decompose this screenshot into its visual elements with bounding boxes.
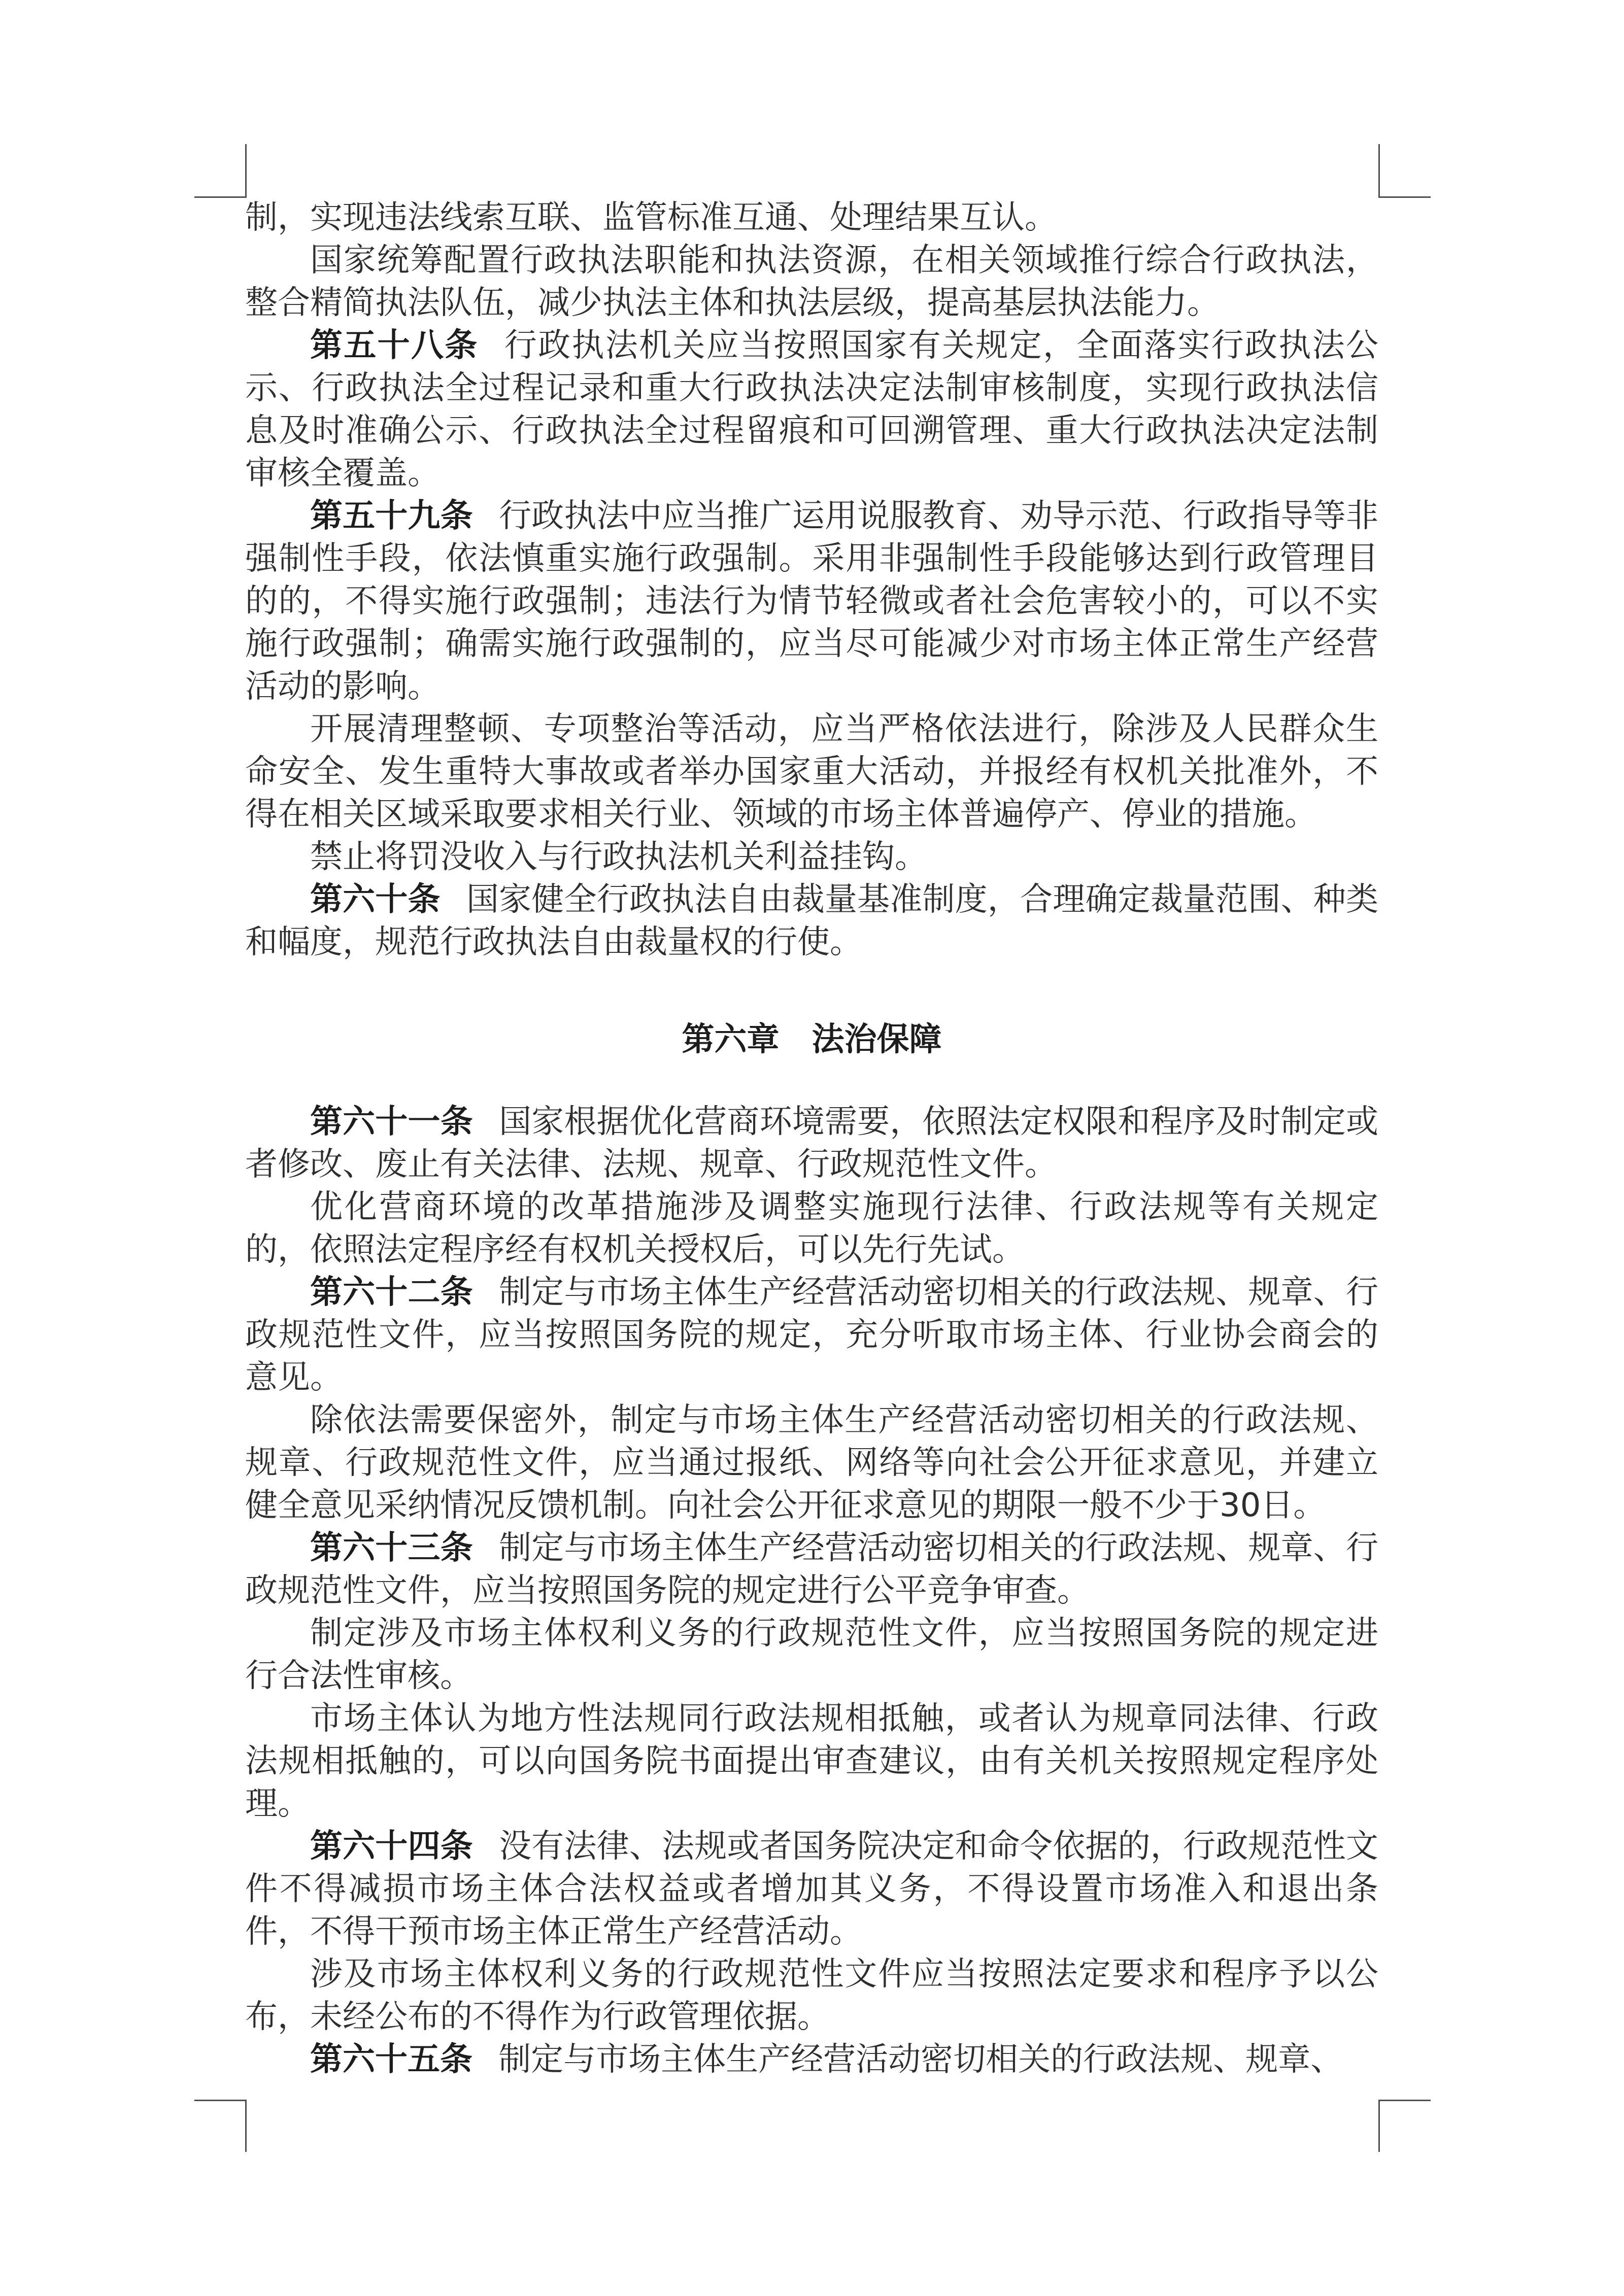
chapter-title: 法治保障 [811,1021,942,1058]
paragraph: 制，实现违法线索互联、监管标准互通、处理结果互认。 [245,199,1057,236]
paragraph: 第六十三条 制定与市场主体生产经营活动密切相关的行政法规、规章、行政规范性文件，应当按照国务院的规定进行公平竞争审查。 [245,1529,1378,1609]
paragraph: 市场主体认为地方性法规同行政法规相抵触，或者认为规章同法律、行政法规相抵触的，可以向国务院书面提出审查建议，由有关机关按照规定程序处理。 [245,1700,1378,1823]
document-body [245,196,1378,2081]
paragraph: 第六十二条 制定与市场主体生产经营活动密切相关的行政法规、规章、行政规范性文件，应当按照国务院的规定，充分听取市场主体、行业协会商会的意见。 [245,1274,1378,1396]
paragraph: 涉及市场主体权利义务的行政规范性文件应当按照法定要求和程序予以公布，未经公布的不得作为行政管理依据。 [245,1956,1378,2036]
paragraph: 第六十五条 制定与市场主体生产经营活动密切相关的行政法规、规章、 [310,2041,1343,2078]
article-number: 第六十三条 [310,1529,473,1567]
article-number: 第六十条 [310,881,441,918]
article-number: 第五十八条 [310,327,479,364]
article-number: 第五十九条 [310,497,473,535]
crop-mark-bottom-left [194,2100,247,2152]
crop-mark-top-right [1378,144,1431,198]
paragraph: 第五十九条 行政执法中应当推广运用说服教育、劝导示范、行政指导等非强制性手段，依法慎重实施行政强制。采用非强制性手段能够达到行政管理目的的，不得实施行政强制；违法行为情节轻微或者社会危害较小的，可以不实施行政强制；确需实施行政强制的，应当尽可能减少对市场主体正常生产经营活动的影响。 [245,497,1378,705]
article-number: 第六十一条 [310,1103,473,1141]
paragraph: 第六十一条 国家根据优化营商环境需要，依照法定权限和程序及时制定或者修改、废止有关法律、法规、规章、行政规范性文件。 [245,1103,1378,1183]
chapter-heading [245,1018,1378,1061]
paragraph: 国家统筹配置行政执法职能和执法资源，在相关领域推行综合行政执法，整合精简执法队伍，减少执法主体和执法层级，提高基层执法能力。 [245,242,1378,322]
chapter-number: 第六章 [682,1021,780,1058]
crop-mark-top-left [194,144,247,198]
paragraph: 第六十四条 没有法律、法规或者国务院决定和命令依据的，行政规范性文件不得减损市场主体合法权益或者增加其义务，不得设置市场准入和退出条件，不得干预市场主体正常生产经营活动。 [245,1828,1378,1950]
article-number: 第六十五条 [310,2041,472,2078]
paragraph: 除依法需要保密外，制定与市场主体生产经营活动密切相关的行政法规、规章、行政规范性文件，应当通过报纸、网络等向社会公开征求意见，并建立健全意见采纳情况反馈机制。向社会公开征求意见的期限一般不少于30日。 [245,1401,1378,1524]
paragraph: 优化营商环境的改革措施涉及调整实施现行法律、行政法规等有关规定的，依照法定程序经有权机关授权后，可以先行先试。 [245,1188,1378,1269]
paragraph: 开展清理整顿、专项整治等活动，应当严格依法进行，除涉及人民群众生命安全、发生重特大事故或者举办国家重大活动，并报经有权机关批准外，不得在相关区域采取要求相关行业、领域的市场主体普遍停产、停业的措施。 [245,710,1378,833]
paragraph: 制定涉及市场主体权利义务的行政规范性文件，应当按照国务院的规定进行合法性审核。 [245,1615,1378,1695]
paragraph: 第五十八条 行政执法机关应当按照国家有关规定，全面落实行政执法公示、行政执法全过程记录和重大行政执法决定法制审核制度，实现行政执法信息及时准确公示、行政执法全过程留痕和可回溯管理、重大行政执法决定法制审核全覆盖。 [245,327,1379,492]
paragraph: 禁止将罚没收入与行政执法机关利益挂钩。 [310,838,927,876]
paragraph: 第六十条 国家健全行政执法自由裁量基准制度，合理确定裁量范围、种类和幅度，规范行政执法自由裁量权的行使。 [245,881,1378,961]
crop-mark-bottom-right [1378,2100,1431,2152]
article-number: 第六十二条 [310,1274,473,1311]
article-number: 第六十四条 [310,1828,473,1865]
